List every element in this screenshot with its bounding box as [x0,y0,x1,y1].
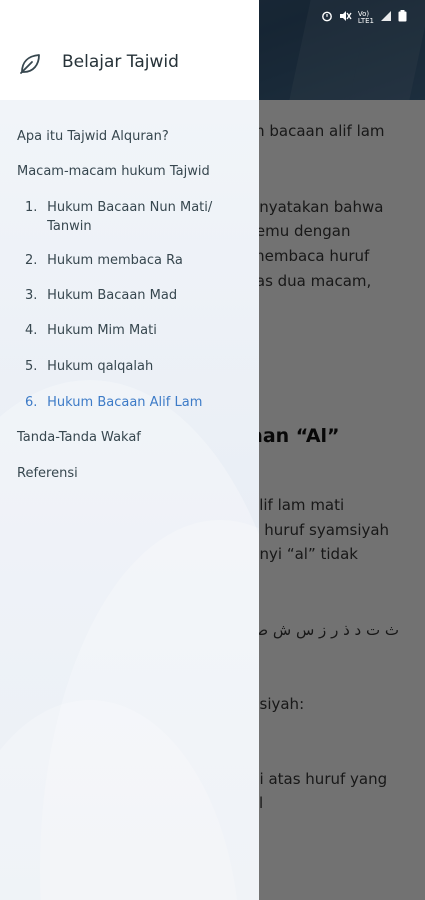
menu-item-label: Hukum Bacaan Alif Lam [47,395,203,410]
menu-item-label: Hukum Bacaan Mad [47,288,178,303]
menu-item-qalqalah[interactable] [25,357,153,376]
battery-icon [398,10,407,25]
menu-item-number: 2. [25,253,38,268]
menu-item-mim-mati[interactable] [25,321,157,340]
signal-icon [380,10,392,25]
menu-item-tanda-wakaf[interactable] [17,428,141,447]
menu-item-macam-hukum-tajwid[interactable] [17,162,210,181]
menu-item-number: 5. [25,359,38,374]
menu-item-hukum-ra[interactable] [25,251,183,270]
menu-item-alif-lam[interactable] [25,393,202,412]
status-bar [0,0,425,34]
menu-item-label: Hukum membaca Ra [47,253,183,268]
menu-item-label: Macam-macam hukum Tajwid [17,164,210,179]
status-time: 22:23 [22,9,60,24]
menu-item-number: 3. [25,288,38,303]
menu-item-label: Apa itu Tajwid Alquran? [17,129,169,144]
menu-item-referensi[interactable] [17,464,78,483]
menu-item-apa-itu-tajwid[interactable] [17,127,169,146]
menu-item-label: Hukum Mim Mati [47,323,157,338]
volte-icon: Vo) LTE1 [357,9,374,25]
menu-item-nun-mati-tanwin[interactable] [25,198,212,236]
alarm-icon [321,10,333,25]
menu-item-label: Hukum Bacaan Nun Mati/ [47,200,213,215]
menu-item-hukum-mad[interactable] [25,286,177,305]
menu-item-label: Referensi [17,466,78,481]
drawer-title: Belajar Tajwid [62,52,179,72]
menu-item-number: 6. [25,395,38,410]
menu-item-number: 1. [25,200,38,215]
mute-icon [339,10,352,25]
menu-item-label: Hukum qalqalah [47,359,154,374]
menu-item-number: 4. [25,323,38,338]
menu-item-label: Tanda-Tanda Wakaf [17,430,141,445]
menu-item-label-continued: Tanwin [47,219,92,234]
leaf-icon [18,52,42,76]
